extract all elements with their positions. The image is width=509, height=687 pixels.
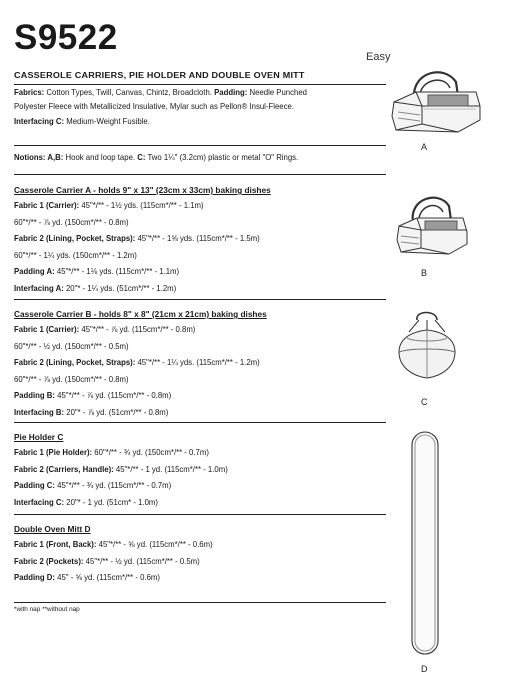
divider (14, 514, 386, 515)
notions-label: Notions: A,B: (14, 153, 64, 162)
item-text: 45"*/** - 1⅛ yds. (115cm*/** - 1.1m) (54, 267, 180, 276)
item-text: 45"*/** - 1¼ yds. (115cm*/** - 1.2m) (135, 358, 260, 367)
list-item (14, 388, 260, 405)
item-label: Interfacing A: (14, 283, 64, 293)
list-item (14, 537, 213, 554)
section-title-pie-holder: Pie Holder C (14, 432, 64, 442)
item-text: 45"*/** - 1 yd. (115cm*/** - 1.0m) (113, 464, 228, 474)
divider (14, 299, 386, 300)
item-label: Interfacing B: (14, 407, 65, 417)
padding-text: Needle Punched (247, 88, 307, 97)
item-text: 60"*/** - ½ yd. (150cm*/** - 0.5m) (14, 341, 129, 351)
item-label: Fabric 2 (Carriers, Handle): (14, 464, 114, 474)
list-item (14, 478, 228, 495)
fabrics-text: Cotton Types, Twill, Canvas, Chintz, Broadcloth. (44, 88, 215, 97)
item-label: Padding D: (14, 573, 56, 582)
carrier-b-list (14, 322, 270, 421)
figure-label-b: B (421, 268, 428, 278)
footnote: *with nap **without nap (14, 606, 80, 613)
list-item (14, 264, 260, 281)
item-text: 45"*/** - ⅝ yd. (115cm*/** - 0.6m) (96, 540, 213, 549)
list-item (14, 570, 213, 587)
notions-line (14, 151, 298, 164)
divider (14, 84, 386, 85)
fabrics-label: Fabrics: (14, 88, 45, 97)
list-item (14, 372, 260, 389)
pattern-number: S9522 (14, 18, 118, 57)
item-label: Fabric 2 (Lining, Pocket, Straps): (14, 234, 136, 243)
figure-label-d: D (421, 664, 428, 674)
list-item (14, 495, 228, 512)
pie-holder-list (14, 445, 237, 511)
list-item (14, 231, 260, 248)
list-item (14, 405, 260, 422)
item-text: 45"*/** - ⅞ yd. (115cm*/** - 0.8m) (55, 391, 172, 400)
padding-label: Padding: (214, 88, 248, 97)
divider (14, 174, 386, 175)
item-label: Fabric 1 (Carrier): (14, 325, 80, 334)
item-text: 20"* - ⅞ yd. (51cm*/** - 0.8m) (64, 407, 169, 417)
item-label: Padding A: (14, 267, 55, 276)
carrier-a-list (14, 198, 270, 297)
list-item (14, 248, 260, 265)
item-text: 60"*/** - ⅞ yd. (150cm*/** - 0.8m) (14, 374, 129, 384)
interfacing-c-text: Medium-Weight Fusible. (64, 117, 150, 126)
item-text: 20"* - 1¼ yds. (51cm*/** - 1.2m) (63, 283, 177, 293)
section-title-carrier-b: Casserole Carrier B - holds 8" x 8" (21cm x 21cm) baking dishes (14, 309, 267, 319)
notions-c-label: C: (137, 153, 146, 162)
item-text: 45"*/** - 1½ yds. (115cm*/** - 1.1m) (79, 201, 204, 210)
item-label: Fabric 2 (Pockets): (14, 556, 84, 566)
item-text: 45"*/** - 1⅝ yds. (115cm*/** - 1.5m) (135, 234, 260, 243)
list-item (14, 355, 260, 372)
item-text: 45"*/** - ⅞ yd. (115cm*/** - 0.8m) (79, 325, 196, 334)
divider (14, 145, 386, 146)
casserole-carrier-b-illustration (393, 192, 473, 262)
casserole-carrier-a-illustration (384, 62, 484, 142)
oven-mitt-list (14, 537, 221, 587)
notions-text: Hook and loop tape. (63, 153, 138, 162)
list-item (14, 215, 260, 232)
list-item (14, 445, 228, 462)
list-item (14, 462, 228, 479)
figure-label-c: C (421, 397, 428, 407)
divider (14, 602, 386, 603)
notions-c-text: Two 1¼" (3.2cm) plastic or metal "O" Rings. (145, 153, 299, 162)
interfacing-c-label: Interfacing C: (14, 117, 65, 126)
item-text: 45"*/** - ½ yd. (115cm*/** - 0.5m) (83, 556, 200, 566)
item-label: Fabric 2 (Lining, Pocket, Straps): (14, 358, 136, 367)
item-label: Fabric 1 (Pie Holder): (14, 448, 93, 457)
item-label: Interfacing C: (14, 497, 65, 507)
list-item (14, 339, 260, 356)
list-item (14, 198, 260, 215)
divider (14, 422, 386, 423)
item-text: 60"*/** - ¾ yd. (150cm*/** - 0.7m) (92, 448, 209, 457)
item-text: 45"*/** - ¾ yd. (115cm*/** - 0.7m) (55, 481, 172, 490)
item-label: Padding C: (14, 481, 56, 490)
item-text: 60"*/** - ⅞ yd. (150cm*/** - 0.8m) (14, 217, 129, 227)
item-text: 60"*/** - 1¼ yds. (150cm*/** - 1.2m) (14, 250, 137, 260)
pattern-subtitle: CASSEROLE CARRIERS, PIE HOLDER AND DOUBLE OVEN MITT (14, 70, 305, 80)
double-oven-mitt-illustration (406, 428, 446, 658)
fabrics-line-2: Polyester Fleece with Metallicized Insulative, Mylar such as Pellon® Insul-Fleece. (14, 102, 294, 111)
list-item (14, 281, 260, 298)
item-text: 45" - ⅝ yd. (115cm*/** - 0.6m) (55, 573, 160, 582)
difficulty-label: Easy (366, 51, 391, 63)
item-text: 20"* - 1 yd. (51cm* - 1.0m) (64, 497, 158, 507)
fabrics-line-3 (14, 115, 150, 128)
item-label: Padding B: (14, 391, 56, 400)
section-title-carrier-a: Casserole Carrier A - holds 9" x 13" (23cm x 33cm) baking dishes (14, 185, 271, 195)
list-item (14, 322, 260, 339)
pie-holder-illustration (393, 308, 463, 388)
figure-label-a: A (421, 142, 428, 152)
item-label: Fabric 1 (Carrier): (14, 201, 80, 210)
fabrics-line-1 (14, 86, 307, 99)
list-item (14, 554, 213, 571)
section-title-oven-mitt: Double Oven Mitt D (14, 524, 91, 534)
item-label: Fabric 1 (Front, Back): (14, 540, 97, 549)
